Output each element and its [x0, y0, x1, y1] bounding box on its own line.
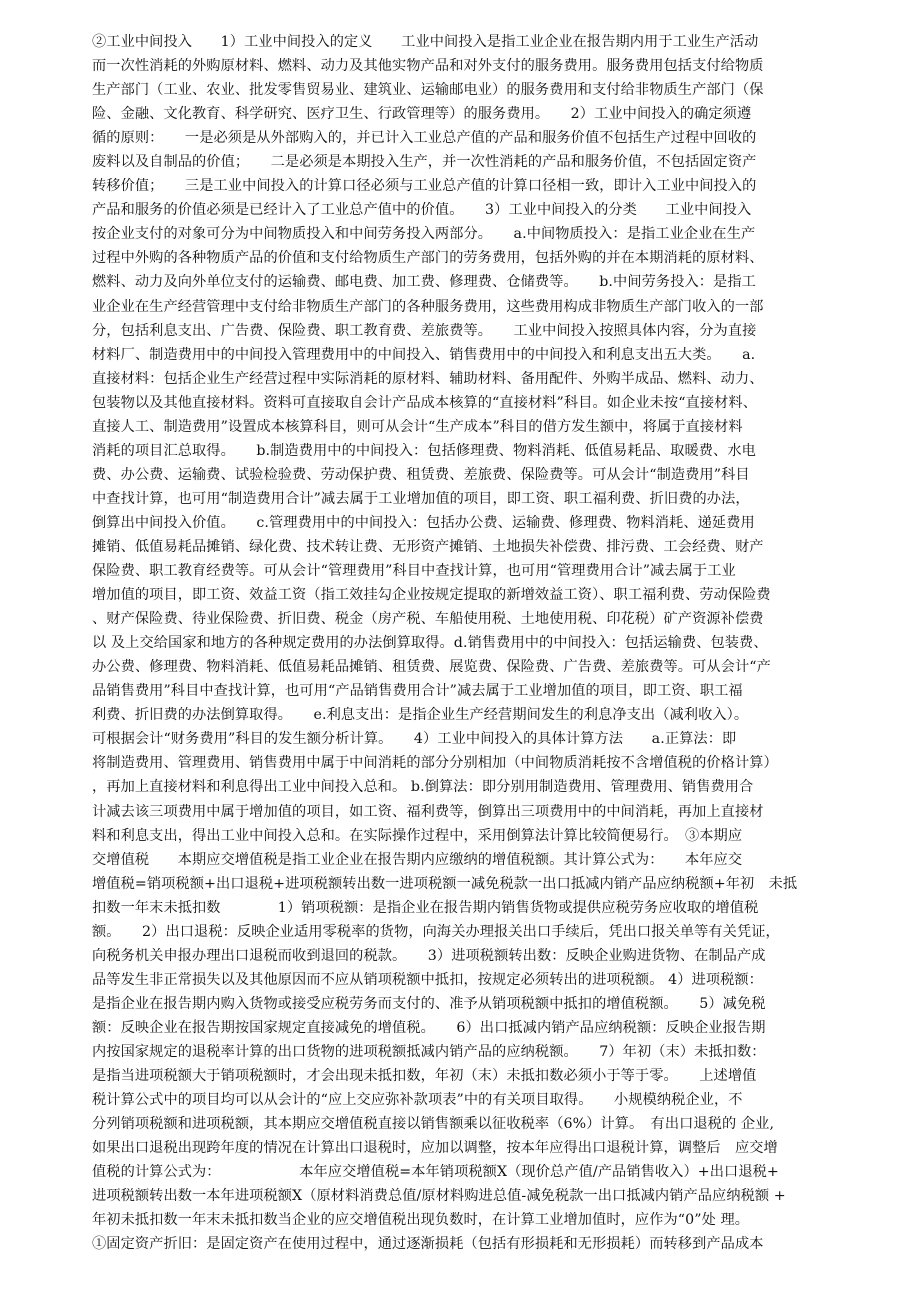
- text-line: 中查找计算，也可用“制造费用合计”减去属于工业增加值的项目，即工资、职工福利费、折旧费的办法，: [92, 490, 750, 507]
- text-line: 直接人工、制造费用”设置成本核算科目，则可从会计“生产成本”科目的借方发生额中，将属于直接材料: [92, 418, 743, 435]
- text-line: 而一次性消耗的外购原材料、燃料、动力及其他实物产品和对外支付的服务费用。服务费用包括支付给物质: [92, 58, 764, 75]
- text-line: 料和利息支出，得出工业中间投入总和。在实际操作过程中，采用倒算法计算比较简便易行。 ③本期应: [92, 827, 743, 844]
- text-line: 交增值税 本期应交增值税是指工业企业在报告期内应缴纳的增值税额。其计算公式为： 本年应交: [92, 851, 743, 868]
- text-line: 废料以及自制品的价值； 二是必须是本期投入生产，并一次性消耗的产品和服务价值，不包括固定资产: [92, 154, 757, 171]
- text-line: 生产部门（工业、农业、批发零售贸易业、建筑业、运输邮电业）的服务费用和支付给非物质生产部门（保: [92, 82, 764, 99]
- text-line: 分，包括利息支出、广告费、保险费、职工教育费、差旅费等。 工业中间投入按照具体内容，分为直接: [92, 322, 757, 339]
- text-line: 如果出口退税出现跨年度的情况在计算出口退税时，应加以调整，按本年应得出口退税计算，调整后 应交增: [92, 1140, 778, 1157]
- text-line: 是指当进项税额大于销项税额时，才会出现未抵扣数，年初（末）未抵扣数必须小于等于零。 上述增值: [92, 1068, 757, 1085]
- text-line: 按企业支付的对象可分为中间物质投入和中间劳务投入两部分。 a.中间物质投入：是指工业企业在生产: [92, 226, 756, 243]
- text-line: 倒算出中间投入价值。 c.管理费用中的中间投入：包括办公费、运输费、修理费、物料消耗、递延费用: [92, 514, 755, 531]
- text-line: 进项税额转出数一本年进项税额X（原材料消费总值/原材料购进总值-减免税款一出口抵减内销产品应纳税额 +: [92, 1188, 786, 1205]
- text-line: 品等发生非正常损失以及其他原因而不应从销项税额中抵扣，按规定必须转出的进项税额。 4）进项税额：: [92, 971, 763, 988]
- text-line: 年初未抵扣数一年末未抵扣数当企业的应交增值税出现负数时，在计算工业增加值时，应作为“0”处 理。: [92, 1212, 750, 1229]
- text-line: 险、金融、文化教育、科学研究、医疗卫生、行政管理等）的服务费用。 2）工业中间投入的确定须遵: [92, 106, 752, 123]
- text-line: 内按国家规定的退税率计算的出口货物的进项税额抵减内销产品的应纳税额。 7）年初（末）未抵扣数：: [92, 1043, 766, 1060]
- text-line: 材料厂、制造费用中的中间投入管理费用中的中间投入、销售费用中的中间投入和利息支出五大类。 a.: [92, 346, 756, 363]
- text-line: 产品和服务的价值必须是已经计入了工业总产值中的价值。 3）工业中间投入的分类 工业中间投入: [92, 202, 752, 219]
- text-line: 扣数一年末未抵扣数 1）销项税额：是指企业在报告期内销售货物或提供应税劳务应收取的增值税: [92, 899, 759, 916]
- text-line: 值税的计算公式为： 本年应交增值税=本年销项税额X（现价总产值/产品销售收入）+出口退税+: [92, 1164, 779, 1181]
- text-line: ②工业中间投入 1）工业中间投入的定义 工业中间投入是指工业企业在报告期内用于工业生产活动: [92, 34, 759, 50]
- text-line: 品销售费用”科目中查找计算，也可用“产品销售费用合计”减去属于工业增加值的项目，即工资、职工福: [92, 683, 743, 700]
- text-line: 循的原则： 一是必须是从外部购入的，并已计入工业总产值的产品和服务价值不包括生产过程中回收的: [92, 130, 757, 147]
- text-line: 直接材料：包括企业生产经营过程中实际消耗的原材料、辅助材料、备用配件、外购半成品、燃料、动力、: [92, 370, 764, 387]
- text-line: ，再加上直接材料和利息得出工业中间投入总和。 b.倒算法：即分别用制造费用、管理费用、销售费用合: [92, 779, 754, 796]
- text-line: 将制造费用、管理费用、销售费用中属于中间消耗的部分分别相加（中间物质消耗按不含增值税的价格计算）: [92, 755, 778, 772]
- text-line: 摊销、低值易耗品摊销、绿化费、技术转让费、无形资产摊销、土地损失补偿费、排污费、工会经费、财产: [92, 538, 764, 555]
- text-line: 向税务机关申报办理出口退税而收到退回的税款。 3）进项税额转出数：反映企业购进货物、在制品产成: [92, 947, 766, 964]
- text-line: 计减去该三项费用中属于增加值的项目，如工资、福利费等，倒算出三项费用中的中间消耗，再加上直接材: [92, 803, 764, 820]
- text-line: 增加值的项目，即工资、效益工资（指工效挂勾企业按规定提取的新增效益工资）、职工福利费、劳动保险费: [92, 587, 771, 604]
- text-line: 利费、折旧费的办法倒算取得。 e.利息支出：是指企业生产经营期间发生的利息净支出（减利收入）。: [92, 707, 749, 724]
- text-line: 税计算公式中的项目均可以从会计的“应上交应弥补款项表”中的有关项目取得。 小规模纳税企业，不: [92, 1092, 743, 1109]
- text-line: 额：反映企业在报告期按国家规定直接减免的增值税。 6）出口抵减内销产品应纳税额：反映企业报告期: [92, 1019, 766, 1036]
- text-line: 过程中外购的各种物质产品的价值和支付给物质生产部门的劳务费用，包括外购的并在本期消耗的原材料、: [92, 250, 764, 267]
- text-line: 增值税=销项税额+出口退税+进项税额转出数一进项税额一减免税款一出口抵减内销产品应纳税额+年初 未抵: [92, 875, 798, 892]
- text-line: 额。 2）出口退税：反映企业适用零税率的货物，向海关办理报关出口手续后，凭出口报关单等有关凭证，: [92, 923, 780, 940]
- text-line: 以 及上交给国家和地方的各种规定费用的办法倒算取得。d.销售费用中的中间投入：包括运输费、包装费、: [92, 635, 768, 652]
- document-page: [92, 30, 892, 1256]
- text-line: ①固定资产折旧：是固定资产在使用过程中，通过逐渐损耗（包括有形损耗和无形损耗）而转移到产品成本: [92, 1236, 764, 1253]
- text-line: 是指企业在报告期内购入货物或接受应税劳务而支付的、准予从销项税额中抵扣的增值税额。 5）减免税: [92, 995, 766, 1012]
- text-line: 可根据会计“财务费用”科目的发生额分析计算。 4）工业中间投入的具体计算方法 a.正算法：即: [92, 731, 737, 748]
- text-line: 办公费、修理费、物料消耗、低值易耗品摊销、租赁费、展览费、保险费、广告费、差旅费等。可从会计“产: [92, 659, 771, 676]
- text-line: 费、办公费、运输费、试验检验费、劳动保护费、租赁费、差旅费、保险费等。可从会计“制造费用”科目: [92, 466, 750, 483]
- text-line: 业企业在生产经营管理中支付给非物质生产部门的各种服务费用，这些费用构成非物质生产部门收入的一部: [92, 298, 764, 315]
- text-line: 消耗的项目汇总取得。 b.制造费用中的中间投入：包括修理费、物料消耗、低值易耗品、取暖费、水电: [92, 442, 756, 459]
- text-line: 转移价值； 三是工业中间投入的计算口径必须与工业总产值的计算口径相一致，即计入工业中间投入的: [92, 178, 757, 195]
- text-line: 燃料、动力及向外单位支付的运输费、邮电费、加工费、修理费、仓储费等。 b.中间劳务投入：是指工: [92, 274, 756, 291]
- text-line: 包装物以及其他直接材料。资料可直接取自会计产品成本核算的“直接材料”科目。如企业未按“直接材料、: [92, 394, 757, 411]
- text-line: 、财产保险费、待业保险费、折旧费、税金（房产税、车船使用税、土地使用税、印花税）矿产资源补偿费: [92, 611, 764, 628]
- text-line: 保险费、职工教育经费等。可从会计“管理费用”科目中查找计算，也可用“管理费用合计”减去属于工业: [92, 563, 736, 580]
- text-line: 分列销项税额和进项税额，其本期应交增值税直接以销售额乘以征收税率（6%）计算。 有出口退税的 企业,: [92, 1116, 775, 1133]
